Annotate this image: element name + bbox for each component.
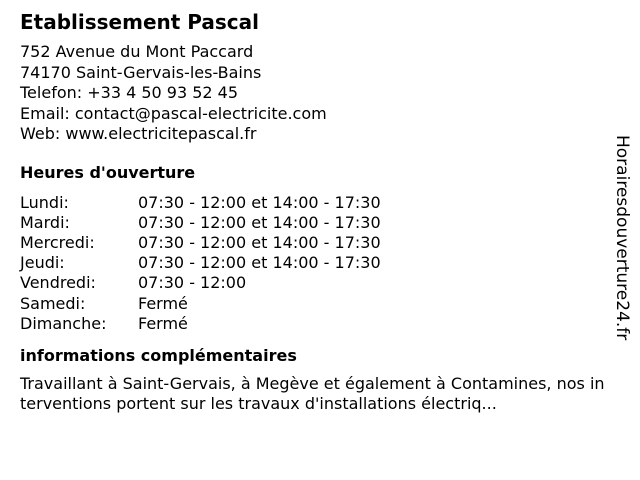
hours-value: 07:30 - 12:00 et 14:00 - 17:30 — [138, 212, 381, 232]
hours-day: Jeudi: — [20, 253, 65, 273]
hours-row-wednesday — [20, 233, 610, 253]
opening-hours-table — [20, 193, 610, 334]
web-line: Web: www.electricitepascal.fr — [20, 124, 257, 143]
additional-info-text: Travaillant à Saint-Gervais, à Megève et également à Contamines, nos interventions portent sur les travaux d'installations électriq... — [20, 373, 605, 413]
hours-value: 07:30 - 12:00 et 14:00 - 17:30 — [138, 253, 381, 273]
phone-line: Telefon: +33 4 50 93 52 45 — [20, 83, 239, 102]
hours-day: Samedi: — [20, 293, 86, 313]
opening-hours-title: Heures d'ouverture — [20, 162, 196, 182]
hours-row-friday — [20, 273, 610, 293]
additional-info-title: informations complémentaires — [20, 345, 297, 365]
hours-value: Fermé — [138, 313, 188, 333]
hours-row-thursday — [20, 253, 610, 273]
hours-value: 07:30 - 12:00 et 14:00 - 17:30 — [138, 232, 381, 252]
hours-row-sunday — [20, 314, 610, 334]
hours-day: Dimanche: — [20, 313, 107, 333]
address-city: 74170 Saint-Gervais-les-Bains — [20, 62, 262, 82]
address-street: 752 Avenue du Mont Paccard — [20, 42, 254, 61]
site-watermark: Horairesdouverture24.fr — [612, 135, 632, 341]
hours-day: Lundi: — [20, 192, 69, 212]
hours-value: 07:30 - 12:00 — [138, 273, 247, 293]
hours-day: Mardi: — [20, 212, 70, 232]
hours-value: Fermé — [138, 293, 188, 313]
hours-row-tuesday — [20, 213, 610, 233]
hours-day: Mercredi: — [20, 232, 95, 252]
business-name: Etablissement Pascal — [20, 10, 260, 34]
business-card — [20, 10, 610, 414]
hours-value: 07:30 - 12:00 et 14:00 - 17:30 — [138, 192, 381, 212]
email-line: Email: contact@pascal-electricite.com — [20, 103, 327, 123]
hours-row-saturday — [20, 294, 610, 314]
hours-row-monday — [20, 193, 610, 213]
hours-day: Vendredi: — [20, 273, 96, 293]
